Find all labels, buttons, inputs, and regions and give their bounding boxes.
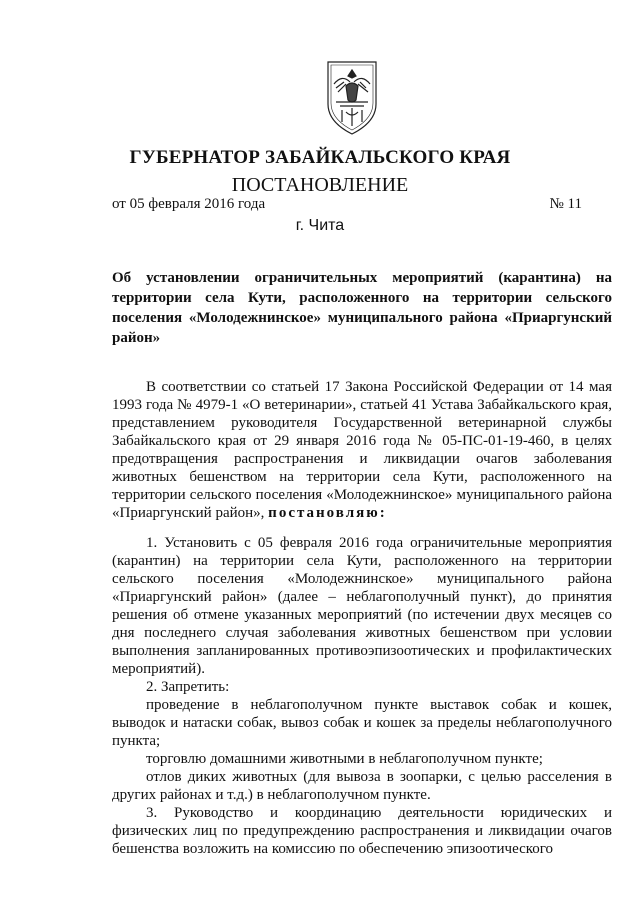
date-line xyxy=(112,196,582,213)
document-type: ПОСТАНОВЛЕНИЕ xyxy=(231,174,409,196)
item-paragraph: торговлю домашними животными в неблагополучном пункте; xyxy=(146,751,543,767)
item-paragraph: проведение в неблагополучном пункте выставок собак и кошек, выводок и натаски собак, вывоз собак и кошек за пределы неблагополучного пункта; xyxy=(112,697,612,749)
governor-title: ГУБЕРНАТОР ЗАБАЙКАЛЬСКОГО КРАЯ xyxy=(129,147,511,168)
preamble-text: В соответствии со статьей 17 Закона Российской Федерации от 14 мая 1993 года № 4979-1 «О ветеринарии», статьей 41 Устава Забайкальского края, представлением руководителя Государственной ветеринарной службы Забайкальского края от 29 января 2016 года № 05-ПС-01-19-460, в целях предотвращения распространения и ликвидации очагов заболевания животных бешенством на территории села Кути, расположенного на территории сельского поселения «Молодежнинское» муниципального района «Приаргунский район», xyxy=(112,379,612,521)
item-paragraph: 2. Запретить: xyxy=(146,679,230,695)
preamble-paragraph xyxy=(112,378,612,522)
coat-of-arms-emblem xyxy=(322,56,382,138)
decree-date: от 05 февраля 2016 года xyxy=(112,196,266,212)
city-name: г. Чита xyxy=(295,217,345,234)
item-paragraph: 3. Руководство и координацию деятельности юридических и физических лиц по предупреждению распространения и ликвидации очагов бешенства возложить на комиссию по обеспечению эпизоотического xyxy=(112,805,612,857)
decree-number: № 11 xyxy=(549,196,582,212)
item-paragraph: отлов диких животных (для вывоза в зоопарки, с целью расселения в других районах и т.д.) в неблагополучном пункте. xyxy=(112,769,612,803)
item-paragraph: 1. Установить с 05 февраля 2016 года ограничительные мероприятия (карантин) на территории села Кути, расположенного на территории сельского поселения «Молодежнинское» муниципального района «Приаргунский район» (далее – неблагополучный пункт), до принятия решения об отмене указанных мероприятий (по истечении двух месяцев со дня последнего случая заболевания животных бешенством при условии выполнения запланированных противоэпизоотических и профилактических мероприятий). xyxy=(112,535,612,677)
decree-subject: Об установлении ограничительных мероприятий (карантина) на территории села Кути, расположенного на территории сельского поселения «Молодежнинское» муниципального района «Приаргунский район» xyxy=(112,270,612,346)
decree-word: постановляю: xyxy=(268,505,387,521)
decree-body xyxy=(112,378,612,858)
